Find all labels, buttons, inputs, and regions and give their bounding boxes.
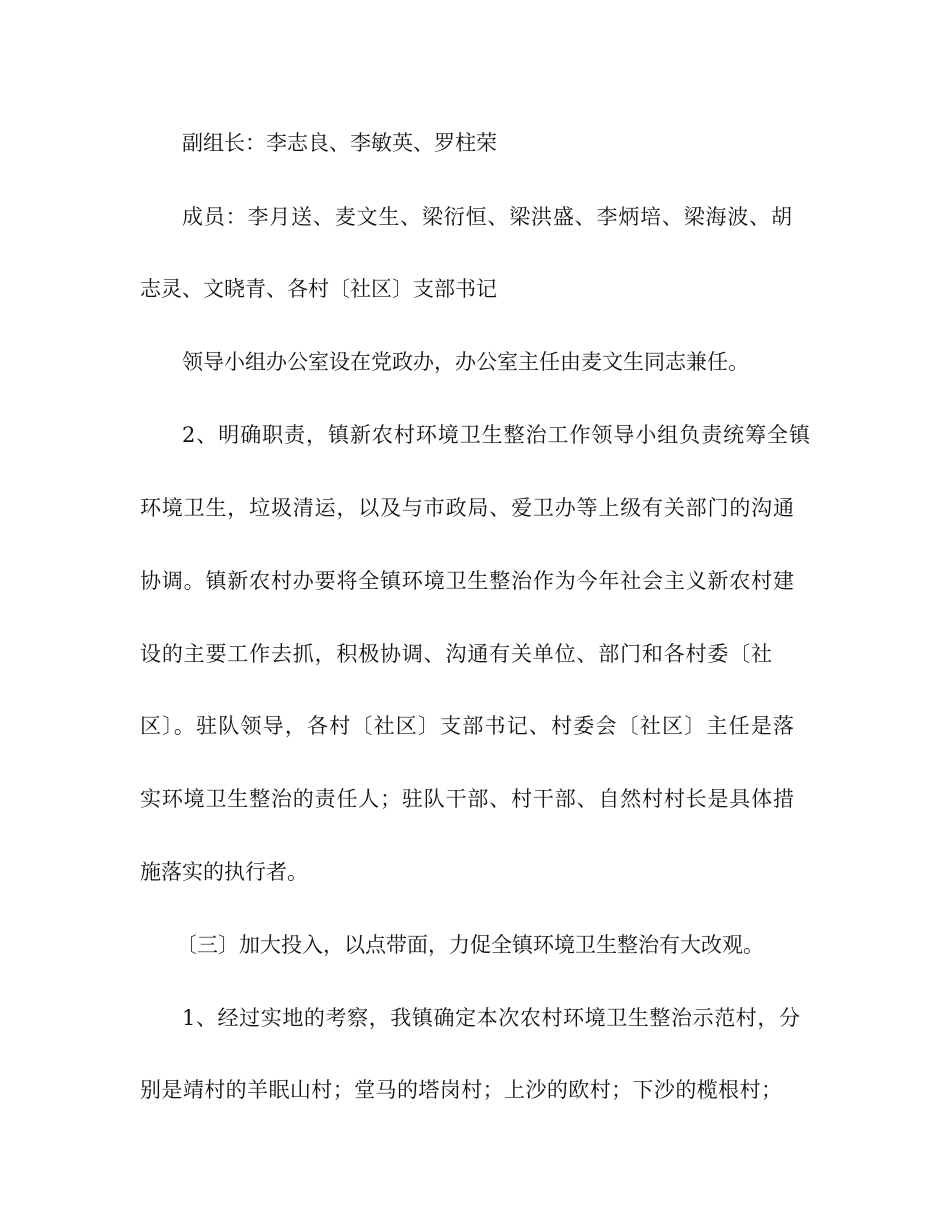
responsibility-paragraph-line-1: 2、明确职责，镇新农村环境卫生整治工作领导小组负责统筹全镇 bbox=[182, 423, 810, 447]
members-line: 成员：李月送、麦文生、梁衍恒、梁洪盛、李炳培、梁海波、胡 bbox=[182, 205, 792, 229]
office-line: 领导小组办公室设在党政办，办公室主任由麦文生同志兼任。 bbox=[182, 350, 749, 374]
demo-village-paragraph-line-2: 别是靖村的羊眠山村；堂马的塔岗村；上沙的欧村；下沙的榄根村； bbox=[140, 1078, 782, 1102]
responsibility-paragraph-line-2: 环境卫生，垃圾清运，以及与市政局、爱卫办等上级有关部门的沟通 bbox=[140, 496, 794, 520]
responsibility-paragraph-line-6: 实环境卫生整治的责任人；驻队干部、村干部、自然村村长是具体措 bbox=[140, 787, 794, 811]
responsibility-paragraph-line-5: 区〕。驻队领导，各村〔社区〕支部书记、村委会〔社区〕主任是落 bbox=[140, 714, 794, 738]
demo-village-paragraph-line-1: 1、经过实地的考察，我镇确定本次农村环境卫生整治示范村，分 bbox=[182, 1006, 800, 1030]
responsibility-paragraph-line-7: 施落实的执行者。 bbox=[140, 860, 308, 884]
responsibility-paragraph-line-4: 设的主要工作去抓，积极协调、沟通有关单位、部门和各村委〔社 bbox=[140, 642, 772, 666]
members-line-continued: 志灵、文晓青、各村〔社区〕支部书记 bbox=[140, 277, 497, 301]
responsibility-paragraph-line-3: 协调。镇新农村办要将全镇环境卫生整治作为今年社会主义新农村建 bbox=[140, 569, 794, 593]
section-heading-three: 〔三〕加大投入，以点带面，力促全镇环境卫生整治有大改观。 bbox=[176, 933, 764, 957]
deputy-leaders-line: 副组长：李志良、李敏英、罗柱荣 bbox=[182, 131, 497, 155]
